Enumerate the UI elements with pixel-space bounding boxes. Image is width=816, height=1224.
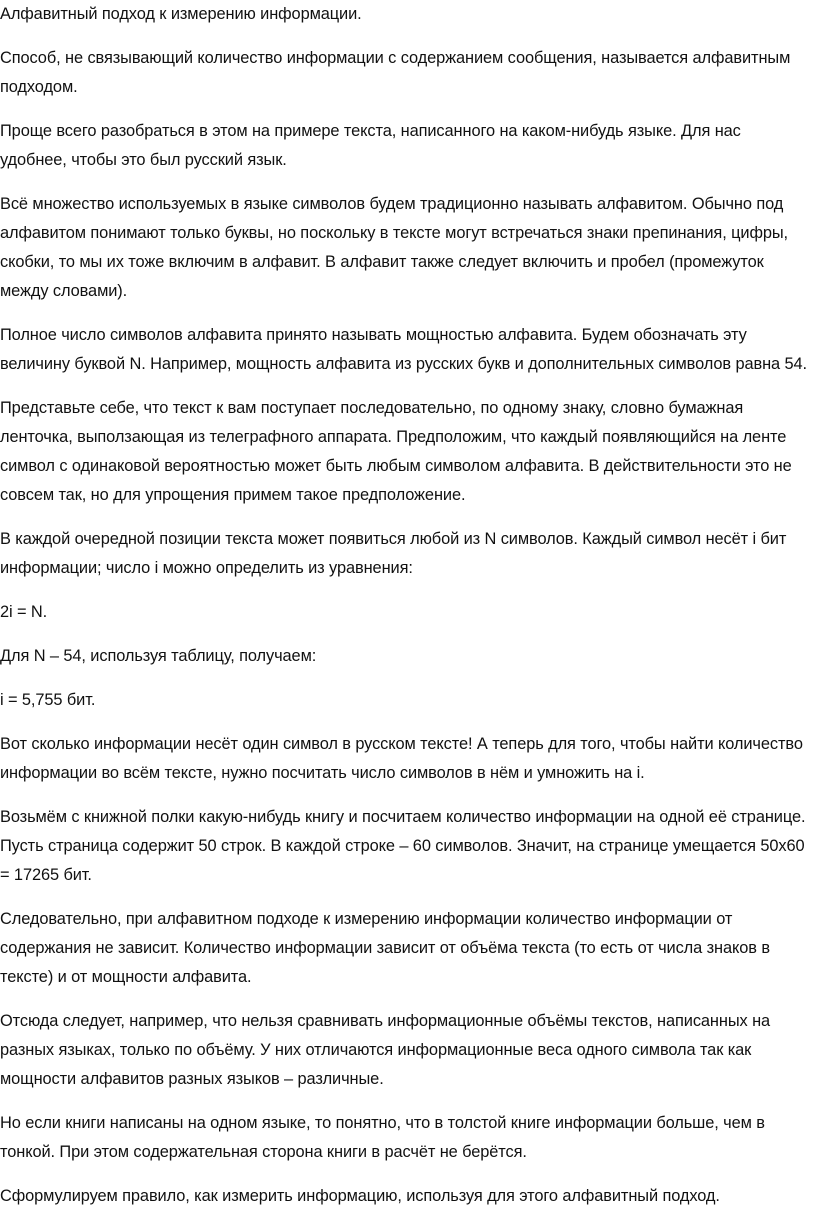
paragraph-gap bbox=[0, 306, 810, 321]
paragraph: Следовательно, при алфавитном подходе к измерению информации количество информации от содержания не зависит. Количество информации зависит от объёма текста (то есть от числа знаков в тексте) и от мощности алфавита. bbox=[0, 910, 770, 986]
paragraph-gap bbox=[0, 510, 810, 525]
paragraph: Способ, не связывающий количество информации с содержанием сообщения, называется алфавитным подходом. bbox=[0, 49, 791, 96]
paragraph: Всё множество используемых в языке символов будем традиционно называть алфавитом. Обычно под алфавитом понимают только буквы, но поскольку в тексте могут встречаться знаки препинания, цифры, скобки, то мы их тоже включим в алфавит. В алфавит также следует включить и пробел (промежуток между словами). bbox=[0, 195, 788, 300]
paragraph-gap bbox=[0, 992, 810, 1007]
paragraph: Возьмём с книжной полки какую-нибудь книгу и посчитаем количество информации на одной её странице. Пусть страница содержит 50 строк. В каждой строке – 60 символов. Значит, на странице умещается 50х60 = 17265 бит. bbox=[0, 808, 806, 884]
paragraph-gap bbox=[0, 379, 810, 394]
paragraph-gap bbox=[0, 715, 810, 730]
paragraph-gap bbox=[0, 627, 810, 642]
document-title: Алфавитный подход к измерению информации. bbox=[0, 5, 362, 23]
paragraph: Отсюда следует, например, что нельзя сравнивать информационные объёмы текстов, написанных на разных языках, только по объёму. У них отличаются информационные веса одного символа так как мощности алфавитов разных языков – различные. bbox=[0, 1012, 771, 1088]
result-line: i = 5,755 бит. bbox=[0, 691, 96, 709]
paragraph-gap bbox=[0, 583, 810, 598]
paragraph: В каждой очередной позиции текста может появиться любой из N символов. Каждый символ несёт i бит информации; число i можно определить из уравнения: bbox=[0, 530, 787, 577]
paragraph-gap bbox=[0, 29, 810, 44]
paragraph-gap bbox=[0, 788, 810, 803]
paragraph-gap bbox=[0, 890, 810, 905]
paragraph-gap bbox=[0, 102, 810, 117]
paragraph: Представьте себе, что текст к вам поступает последовательно, по одному знаку, словно бумажная ленточка, выползающая из телеграфного аппарата. Предположим, что каждый появляющийся на ленте символ с одинаковой вероятностью может быть любым символом алфавита. В действительности это не совсем так, но для упрощения примем такое предположение. bbox=[0, 399, 792, 504]
paragraph: Проще всего разобраться в этом на примере текста, написанного на каком-нибудь языке. Для нас удобнее, чтобы это был русский язык. bbox=[0, 122, 741, 169]
paragraph-gap bbox=[0, 671, 810, 686]
paragraph-gap bbox=[0, 1167, 810, 1182]
paragraph: Полное число символов алфавита принято называть мощностью алфавита. Будем обозначать эту величину буквой N. Например, мощность алфавита из русских букв и дополнительных символов равна 54. bbox=[0, 326, 808, 373]
paragraph: Сформулируем правило, как измерить информацию, используя для этого алфавитный подход. bbox=[0, 1187, 720, 1205]
paragraph: Вот сколько информации несёт один символ в русском тексте! А теперь для того, чтобы найти количество информации во всём тексте, нужно посчитать число символов в нём и умножить на i. bbox=[0, 735, 803, 782]
paragraph: Но если книги написаны на одном языке, то понятно, что в толстой книге информации больше, чем в тонкой. При этом содержательная сторона книги в расчёт не берётся. bbox=[0, 1114, 765, 1161]
paragraph-gap bbox=[0, 1094, 810, 1109]
paragraph-gap bbox=[0, 175, 810, 190]
equation: 2i = N. bbox=[0, 603, 48, 621]
paragraph: Для N – 54, используя таблицу, получаем: bbox=[0, 647, 317, 665]
